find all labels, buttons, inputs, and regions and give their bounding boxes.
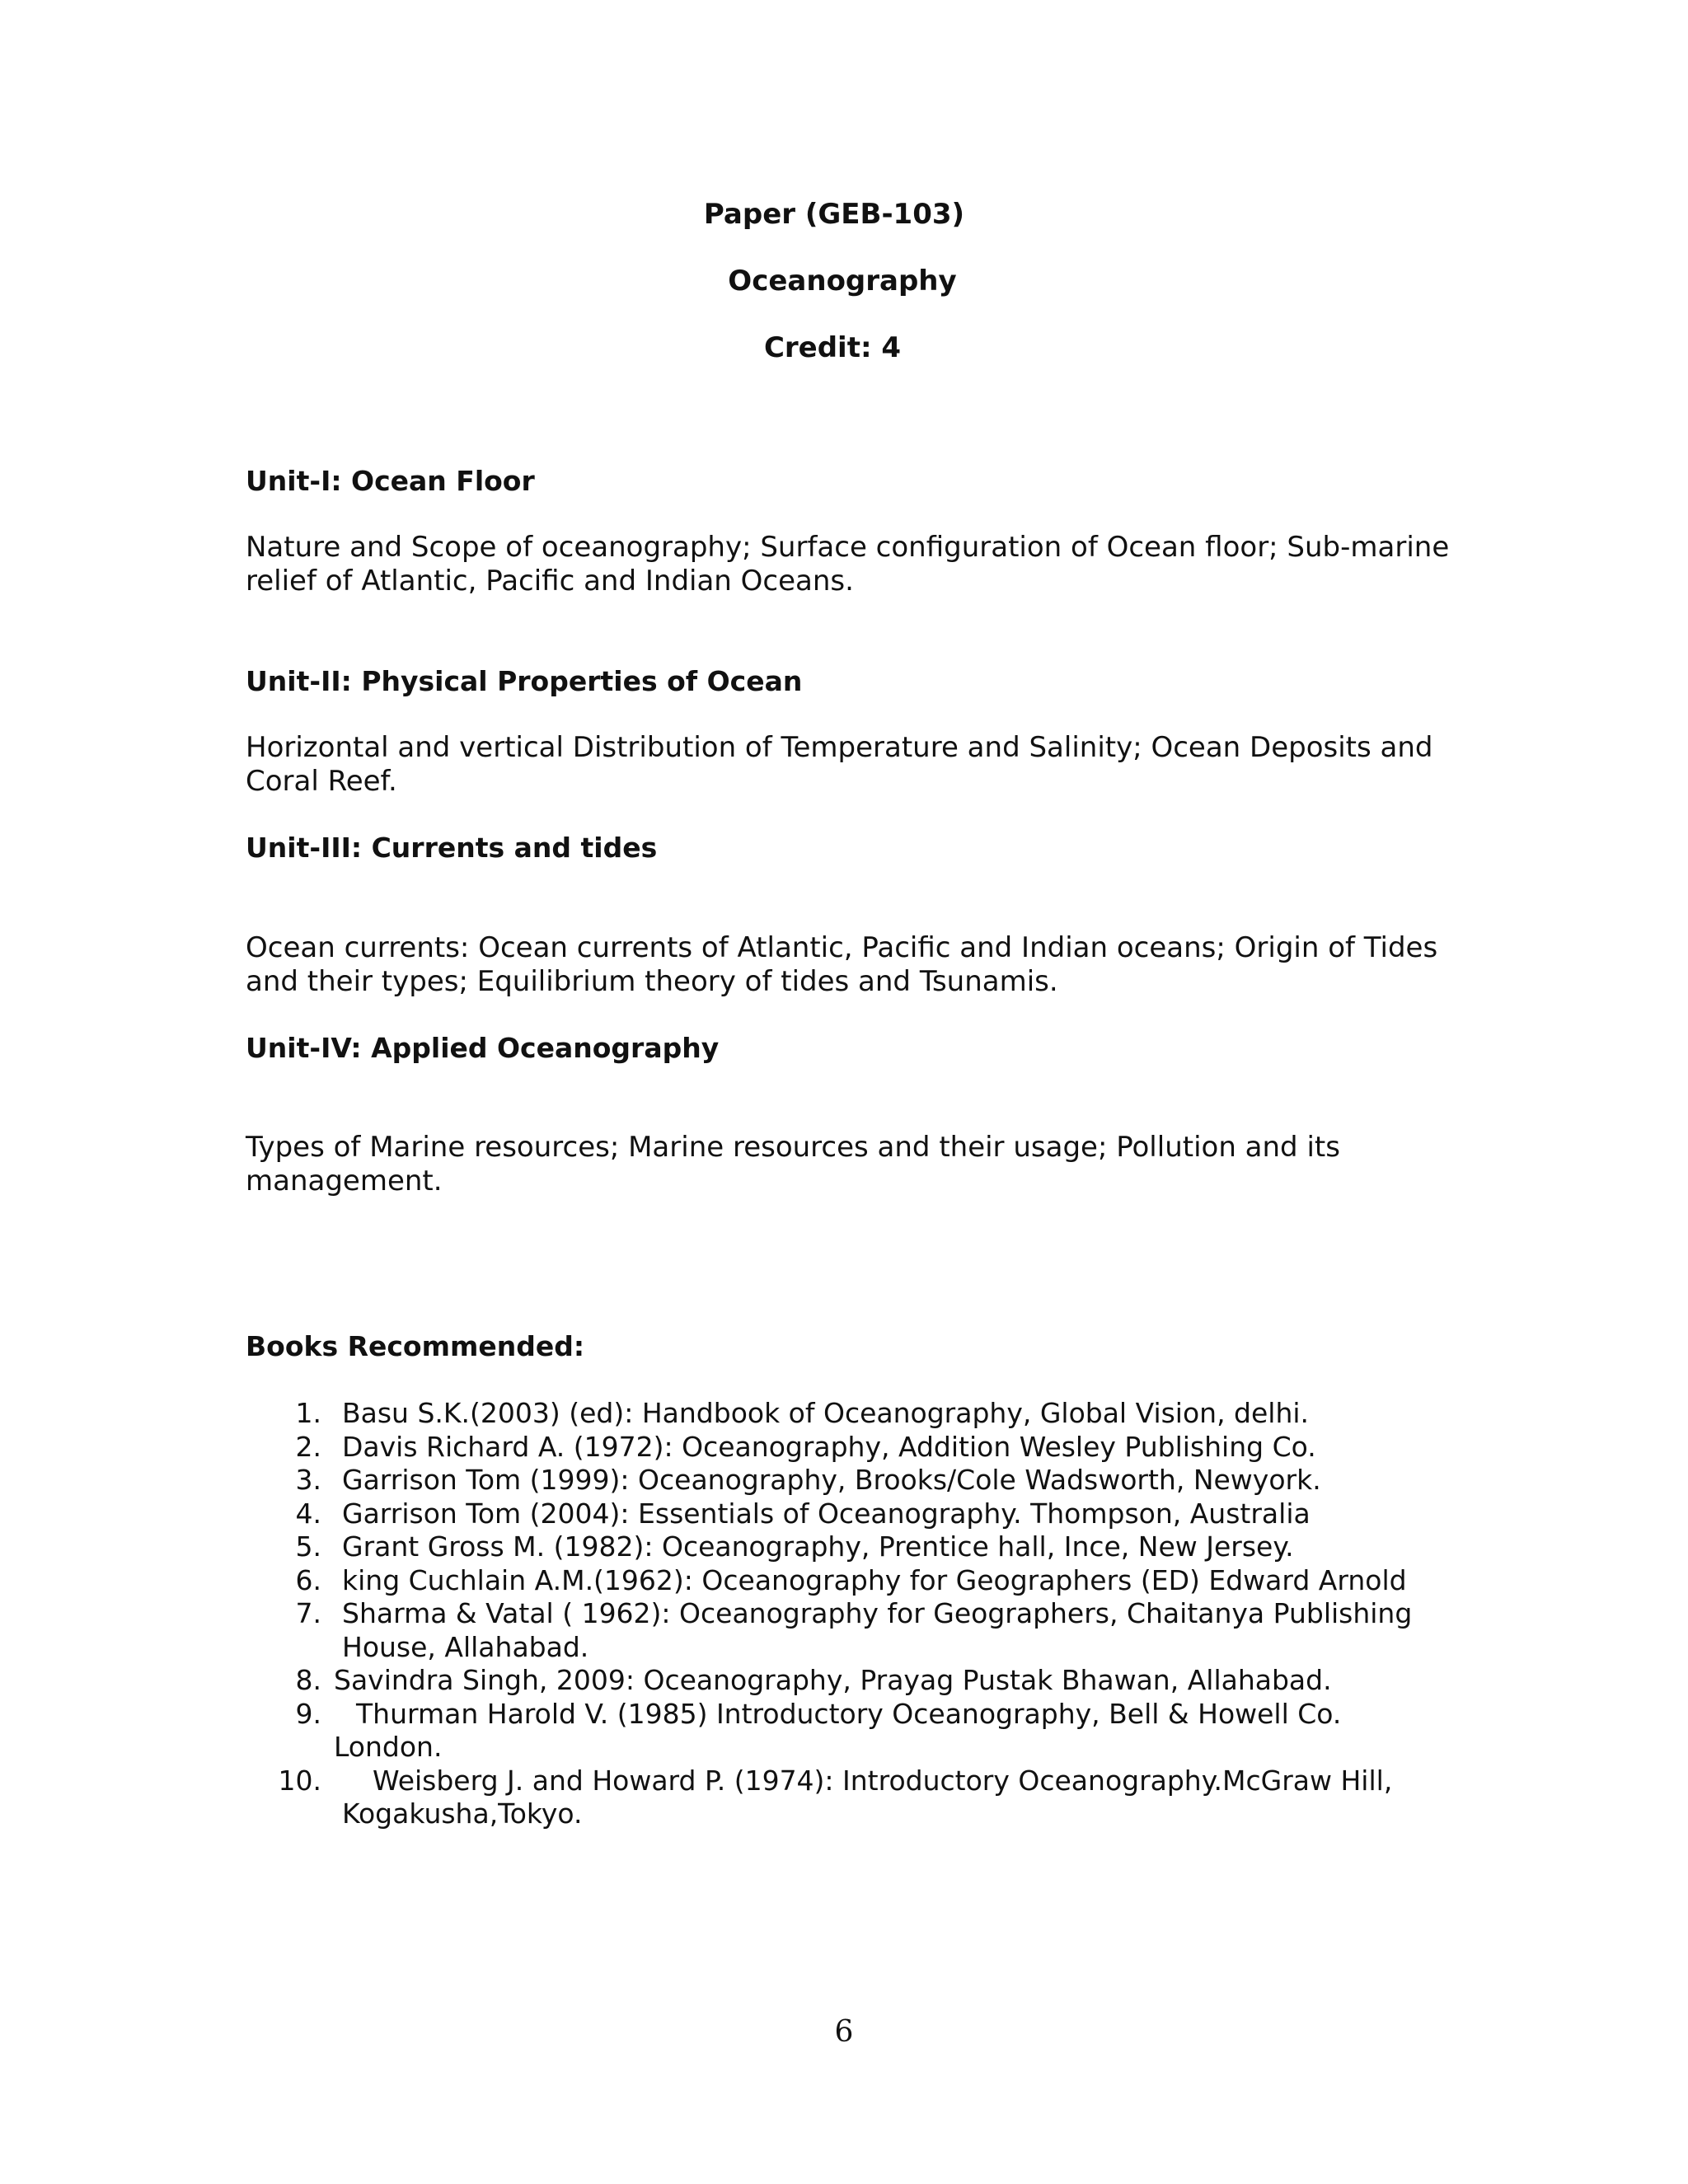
unit-1-description bbox=[246, 531, 1449, 598]
unit-4-title: Unit-IV: Applied Oceanography bbox=[246, 1032, 720, 1064]
book-entry-continued: Kogakusha,Tokyo. bbox=[342, 1797, 583, 1830]
unit-3-title: Unit-III: Currents and tides bbox=[246, 832, 658, 864]
unit-3-line: and their types; Equilibrium theory of tides and Tsunamis. bbox=[246, 965, 1058, 998]
page-number: 6 bbox=[834, 2015, 854, 2049]
book-entry: king Cuchlain A.M.(1962): Oceanography for Geographers (ED) Edward Arnold bbox=[342, 1564, 1407, 1596]
book-number: 8. bbox=[295, 1664, 321, 1696]
book-number: 10. bbox=[278, 1765, 321, 1797]
book-entry: Garrison Tom (2004): Essentials of Oceanography. Thompson, Australia bbox=[342, 1497, 1311, 1530]
book-entry: Thurman Harold V. (1985) Introductory Oceanography, Bell & Howell Co. bbox=[356, 1698, 1342, 1730]
book-entry: Basu S.K.(2003) (ed): Handbook of Oceanography, Global Vision, delhi. bbox=[342, 1397, 1310, 1429]
book-entry: Garrison Tom (1999): Oceanography, Brooks/Cole Wadsworth, Newyork. bbox=[342, 1464, 1321, 1496]
books-title: Books Recommended: bbox=[246, 1330, 585, 1362]
unit-2-line: Horizontal and vertical Distribution of Temperature and Salinity; Ocean Deposits and bbox=[246, 731, 1433, 764]
book-number: 9. bbox=[295, 1698, 321, 1730]
unit-4-description bbox=[246, 1131, 1449, 1198]
credit-label: Credit: 4 bbox=[763, 331, 902, 364]
unit-4-line: management. bbox=[246, 1165, 443, 1197]
book-entry: Grant Gross M. (1982): Oceanography, Prentice hall, Ince, New Jersey. bbox=[342, 1530, 1294, 1563]
book-entry-continued: House, Allahabad. bbox=[342, 1631, 589, 1663]
unit-2-title: Unit-II: Physical Properties of Ocean bbox=[246, 665, 803, 697]
unit-1-line: relief of Atlantic, Pacific and Indian Oceans. bbox=[246, 565, 854, 598]
book-number: 5. bbox=[295, 1530, 321, 1563]
course-title: Oceanography bbox=[728, 265, 957, 298]
book-entry: Savindra Singh, 2009: Oceanography, Prayag Pustak Bhawan, Allahabad. bbox=[334, 1664, 1332, 1696]
book-number: 2. bbox=[295, 1431, 321, 1463]
unit-2-line: Coral Reef. bbox=[246, 765, 397, 798]
book-entry: Weisberg J. and Howard P. (1974): Introductory Oceanography.McGraw Hill, bbox=[373, 1765, 1393, 1797]
unit-3-line: Ocean currents: Ocean currents of Atlantic, Pacific and Indian oceans; Origin of Tides bbox=[246, 931, 1438, 964]
book-number: 7. bbox=[295, 1597, 321, 1629]
paper-code: Paper (GEB-103) bbox=[703, 198, 965, 231]
book-entry: Davis Richard A. (1972): Oceanography, Addition Wesley Publishing Co. bbox=[342, 1431, 1316, 1463]
book-number: 4. bbox=[295, 1497, 321, 1530]
book-entry-continued: London. bbox=[334, 1731, 443, 1763]
unit-2-description bbox=[246, 731, 1449, 799]
unit-4-line: Types of Marine resources; Marine resources and their usage; Pollution and its bbox=[246, 1131, 1340, 1164]
book-number: 6. bbox=[295, 1564, 321, 1596]
book-entry: Sharma & Vatal ( 1962): Oceanography for Geographers, Chaitanya Publishing bbox=[342, 1597, 1413, 1629]
unit-3-description bbox=[246, 931, 1449, 999]
unit-1-line: Nature and Scope of oceanography; Surface configuration of Ocean floor; Sub-marine bbox=[246, 531, 1450, 564]
unit-1-title: Unit-I: Ocean Floor bbox=[246, 465, 535, 497]
book-number: 3. bbox=[295, 1464, 321, 1496]
book-number: 1. bbox=[295, 1397, 321, 1429]
